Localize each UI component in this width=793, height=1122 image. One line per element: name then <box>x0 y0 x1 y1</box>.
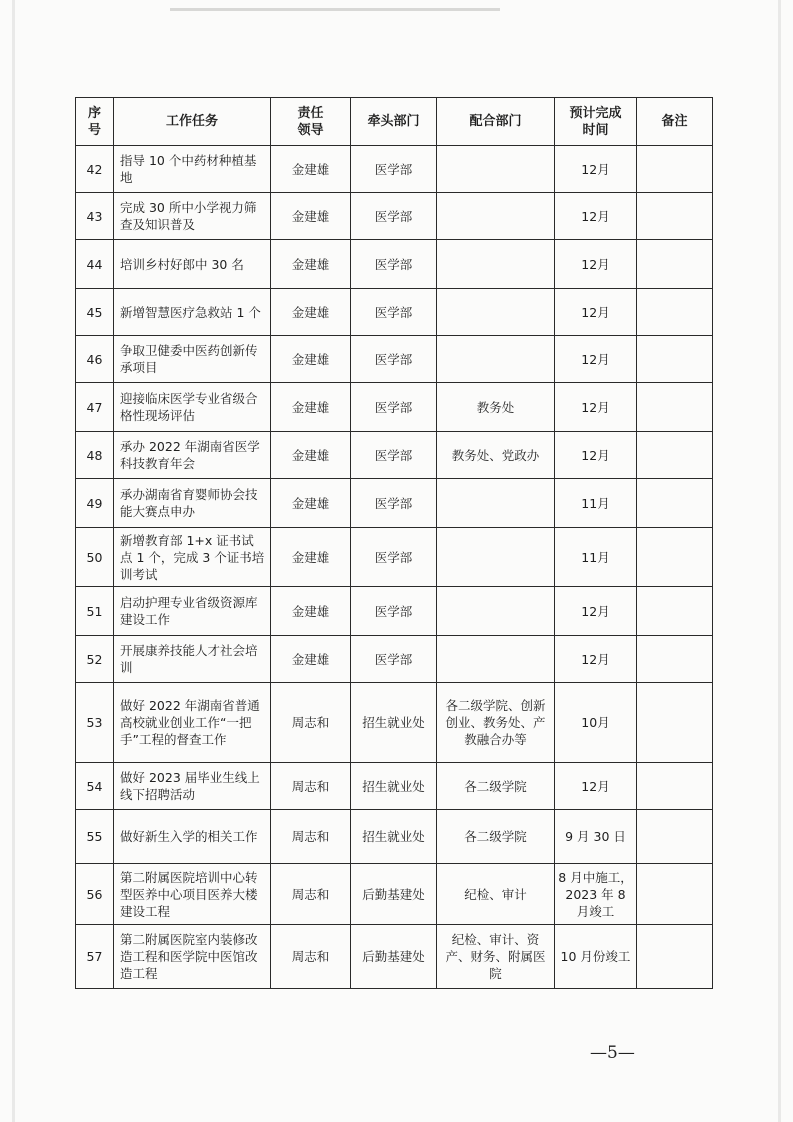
cell-leader: 金建雄 <box>271 240 351 289</box>
cell-lead-dept: 医学部 <box>351 240 437 289</box>
cell-no: 50 <box>76 528 114 587</box>
cell-no: 46 <box>76 336 114 383</box>
cell-lead-dept: 招生就业处 <box>351 763 437 810</box>
cell-task: 承办湖南省育婴师协会技能大赛点申办 <box>114 479 271 528</box>
table-row <box>76 432 713 479</box>
cell-due: 12月 <box>555 636 637 683</box>
table-row <box>76 479 713 528</box>
cell-due: 12月 <box>555 763 637 810</box>
table-row <box>76 636 713 683</box>
cell-no: 49 <box>76 479 114 528</box>
cell-task: 启动护理专业省级资源库建设工作 <box>114 587 271 636</box>
cell-task: 完成 30 所中小学视力筛查及知识普及 <box>114 193 271 240</box>
cell-lead-dept: 医学部 <box>351 479 437 528</box>
cell-no: 56 <box>76 864 114 925</box>
cell-coop-dept: 教务处 <box>437 383 555 432</box>
cell-no: 42 <box>76 146 114 193</box>
cell-due: 12月 <box>555 289 637 336</box>
cell-note <box>637 240 713 289</box>
cell-coop-dept: 各二级学院、创新创业、教务处、产教融合办等 <box>437 683 555 763</box>
cell-no: 57 <box>76 925 114 989</box>
table-row <box>76 289 713 336</box>
cell-due: 10 月份竣工 <box>555 925 637 989</box>
cell-note <box>637 683 713 763</box>
cell-note <box>637 193 713 240</box>
header-coop-dept: 配合部门 <box>437 98 555 146</box>
cell-due: 12月 <box>555 146 637 193</box>
cell-coop-dept <box>437 587 555 636</box>
cell-lead-dept: 医学部 <box>351 636 437 683</box>
cell-lead-dept: 医学部 <box>351 336 437 383</box>
table-row <box>76 383 713 432</box>
cell-lead-dept: 医学部 <box>351 587 437 636</box>
cell-coop-dept <box>437 336 555 383</box>
scan-mark <box>12 0 15 1122</box>
cell-leader: 金建雄 <box>271 383 351 432</box>
cell-task: 做好 2023 届毕业生线上线下招聘活动 <box>114 763 271 810</box>
cell-task: 做好新生入学的相关工作 <box>114 810 271 864</box>
scan-mark <box>778 0 781 1122</box>
cell-coop-dept <box>437 636 555 683</box>
cell-coop-dept: 纪检、审计、资产、财务、附属医院 <box>437 925 555 989</box>
cell-note <box>637 864 713 925</box>
cell-no: 47 <box>76 383 114 432</box>
page-number: —5— <box>590 1043 635 1063</box>
cell-lead-dept: 后勤基建处 <box>351 925 437 989</box>
cell-leader: 周志和 <box>271 925 351 989</box>
cell-task: 第二附属医院培训中心转型医养中心项目医养大楼建设工程 <box>114 864 271 925</box>
cell-task: 承办 2022 年湖南省医学科技教育年会 <box>114 432 271 479</box>
cell-no: 53 <box>76 683 114 763</box>
cell-lead-dept: 招生就业处 <box>351 810 437 864</box>
cell-note <box>637 479 713 528</box>
cell-coop-dept <box>437 240 555 289</box>
cell-note <box>637 528 713 587</box>
cell-no: 51 <box>76 587 114 636</box>
cell-coop-dept <box>437 289 555 336</box>
cell-due: 12月 <box>555 240 637 289</box>
table-row <box>76 864 713 925</box>
cell-due: 11月 <box>555 528 637 587</box>
cell-note <box>637 336 713 383</box>
scan-mark <box>170 8 500 11</box>
cell-leader: 金建雄 <box>271 587 351 636</box>
cell-due: 8 月中施工，2023 年 8 月竣工 <box>555 864 637 925</box>
table-header-row <box>76 98 713 146</box>
header-no: 序号 <box>76 98 114 146</box>
cell-no: 48 <box>76 432 114 479</box>
cell-lead-dept: 医学部 <box>351 383 437 432</box>
cell-leader: 金建雄 <box>271 479 351 528</box>
cell-note <box>637 289 713 336</box>
cell-leader: 周志和 <box>271 683 351 763</box>
cell-coop-dept: 纪检、审计 <box>437 864 555 925</box>
cell-note <box>637 146 713 193</box>
cell-lead-dept: 招生就业处 <box>351 683 437 763</box>
header-due: 预计完成时间 <box>555 98 637 146</box>
cell-task: 第二附属医院室内装修改造工程和医学院中医馆改造工程 <box>114 925 271 989</box>
cell-no: 45 <box>76 289 114 336</box>
cell-note <box>637 810 713 864</box>
cell-lead-dept: 医学部 <box>351 432 437 479</box>
cell-no: 43 <box>76 193 114 240</box>
cell-due: 12月 <box>555 193 637 240</box>
header-task: 工作任务 <box>114 98 271 146</box>
table-row <box>76 810 713 864</box>
task-table <box>75 97 713 989</box>
table-row <box>76 528 713 587</box>
cell-coop-dept <box>437 146 555 193</box>
header-note: 备注 <box>637 98 713 146</box>
cell-coop-dept: 教务处、党政办 <box>437 432 555 479</box>
cell-task: 迎接临床医学专业省级合格性现场评估 <box>114 383 271 432</box>
cell-note <box>637 587 713 636</box>
cell-note <box>637 432 713 479</box>
table-row <box>76 146 713 193</box>
cell-coop-dept: 各二级学院 <box>437 810 555 864</box>
cell-task: 指导 10 个中药材种植基地 <box>114 146 271 193</box>
cell-due: 12月 <box>555 383 637 432</box>
cell-task: 开展康养技能人才社会培训 <box>114 636 271 683</box>
cell-no: 54 <box>76 763 114 810</box>
table-row <box>76 240 713 289</box>
cell-task: 做好 2022 年湖南省普通高校就业创业工作“一把手”工程的督查工作 <box>114 683 271 763</box>
cell-no: 52 <box>76 636 114 683</box>
cell-lead-dept: 医学部 <box>351 528 437 587</box>
cell-due: 11月 <box>555 479 637 528</box>
cell-leader: 金建雄 <box>271 146 351 193</box>
cell-coop-dept: 各二级学院 <box>437 763 555 810</box>
cell-leader: 金建雄 <box>271 193 351 240</box>
cell-task: 新增教育部 1+x 证书试点 1 个，完成 3 个证书培训考试 <box>114 528 271 587</box>
cell-leader: 周志和 <box>271 810 351 864</box>
cell-leader: 金建雄 <box>271 432 351 479</box>
table-row <box>76 683 713 763</box>
cell-note <box>637 925 713 989</box>
cell-task: 争取卫健委中医药创新传承项目 <box>114 336 271 383</box>
table-row <box>76 763 713 810</box>
header-leader: 责任领导 <box>271 98 351 146</box>
table-row <box>76 336 713 383</box>
cell-due: 12月 <box>555 587 637 636</box>
cell-coop-dept <box>437 528 555 587</box>
cell-lead-dept: 医学部 <box>351 193 437 240</box>
cell-coop-dept <box>437 479 555 528</box>
cell-no: 55 <box>76 810 114 864</box>
cell-coop-dept <box>437 193 555 240</box>
cell-due: 10月 <box>555 683 637 763</box>
table-body <box>76 146 713 989</box>
cell-lead-dept: 后勤基建处 <box>351 864 437 925</box>
cell-due: 9 月 30 日 <box>555 810 637 864</box>
cell-note <box>637 383 713 432</box>
cell-due: 12月 <box>555 432 637 479</box>
cell-leader: 周志和 <box>271 864 351 925</box>
cell-task: 培训乡村好郎中 30 名 <box>114 240 271 289</box>
cell-task: 新增智慧医疗急救站 1 个 <box>114 289 271 336</box>
cell-note <box>637 636 713 683</box>
cell-leader: 周志和 <box>271 763 351 810</box>
cell-no: 44 <box>76 240 114 289</box>
cell-leader: 金建雄 <box>271 528 351 587</box>
cell-lead-dept: 医学部 <box>351 146 437 193</box>
table-row <box>76 925 713 989</box>
cell-leader: 金建雄 <box>271 636 351 683</box>
cell-lead-dept: 医学部 <box>351 289 437 336</box>
cell-leader: 金建雄 <box>271 289 351 336</box>
cell-due: 12月 <box>555 336 637 383</box>
table-row <box>76 193 713 240</box>
cell-note <box>637 763 713 810</box>
table-row <box>76 587 713 636</box>
header-lead-dept: 牵头部门 <box>351 98 437 146</box>
cell-leader: 金建雄 <box>271 336 351 383</box>
